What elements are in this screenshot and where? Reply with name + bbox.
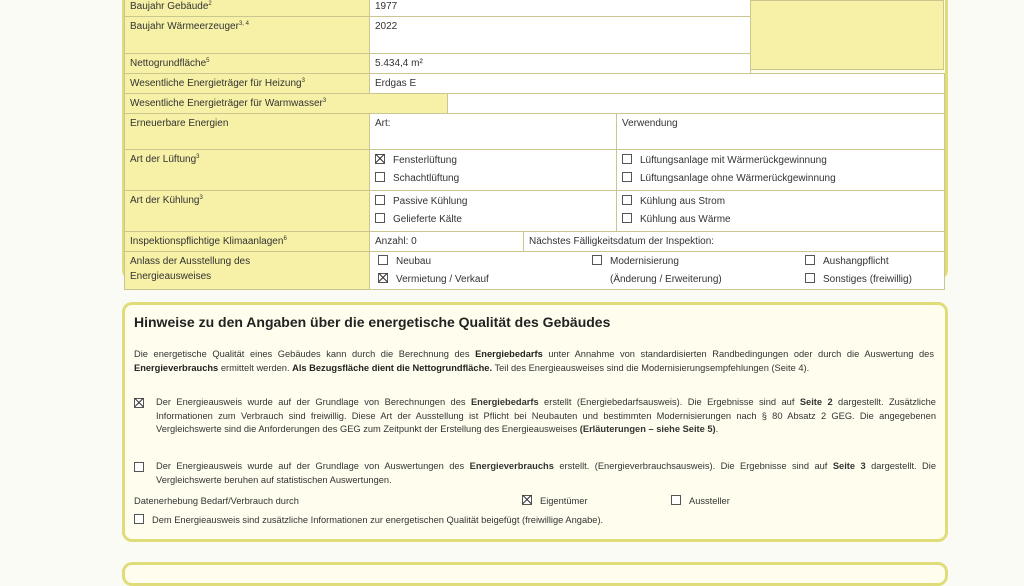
checkbox-icon (134, 398, 144, 408)
row-energietraeger-heizung (125, 74, 945, 94)
datenerhebung-row (134, 494, 299, 508)
checkbox-icon (592, 255, 602, 265)
hinweise-intro: Die energetische Qualität eines Gebäudes kann durch die Berechnung des Energiebedarfs unter Annahme von standardisierten Randbedingungen oder durch die Auswertung des Energieverbrauchs ermittelt werden. Als Bezugsfläche dient die Nettogrundfläche. Teil des Energieausweises sind die Modernisierungsempfehlungen (Seite 4). (134, 349, 934, 373)
option-energieverbrauchsausweis[interactable]: Der Energieausweis wurde auf der Grundlage von Auswertungen des Energieverbrauchs erstellt. (Energieverbrauchsausweis). Die Ergebnisse sind auf Seite 3 dargestellt. Die Vergleichswerte beruhen auf statistischen Auswertungen. (134, 460, 936, 487)
checkbox-icon (375, 213, 385, 223)
gebaeude-table (124, 0, 945, 290)
option-lueftungsanlage-ohne-wrg[interactable]: Lüftungsanlage ohne Wärmerückgewinnung (622, 170, 939, 188)
row-kuehlung (125, 191, 945, 232)
option-kuehlung-aus-strom[interactable]: Kühlung aus Strom (622, 193, 939, 211)
value-energietraeger-warmwasser (448, 94, 945, 114)
option-eigentuemer[interactable]: Eigentümer (522, 494, 588, 508)
checkbox-icon (522, 495, 532, 505)
checkbox-icon (805, 255, 815, 265)
value-energietraeger-heizung: Erdgas E (370, 74, 945, 94)
checkbox-icon (375, 154, 385, 164)
hinweise-title: Hinweise zu den Angaben über die energetische Qualität des Gebäudes (134, 314, 611, 330)
row-energietraeger-warmwasser (125, 94, 945, 114)
label-baujahr-waermeerzeuger: Baujahr Wärmeerzeuger$^{3, 4}$ (125, 17, 370, 54)
row-anlass (125, 252, 945, 290)
label-lueftung: Art der Lüftung$^3$ (125, 150, 370, 191)
label-energietraeger-warmwasser: Wesentliche Energieträger für Warmwasser$^3$ (125, 94, 448, 114)
option-aussteller[interactable]: Aussteller (671, 494, 730, 508)
option-fensterlueftung[interactable]: Fensterlüftung (375, 152, 611, 170)
checkbox-icon (622, 172, 632, 182)
checkbox-icon (805, 273, 815, 283)
erneuerbare-verwendung: Verwendung (617, 114, 945, 150)
value-baujahr-gebaeude: 1977 (370, 0, 751, 17)
checkbox-icon (378, 273, 388, 283)
label-erneuerbare: Erneuerbare Energien (125, 114, 370, 150)
label-klimaanlagen: Inspektionspflichtige Klimaanlagen$^6$ (125, 232, 370, 252)
row-lueftung (125, 150, 945, 191)
datenerhebung-label: Datenerhebung Bedarf/Verbrauch durch (134, 496, 299, 506)
row-klimaanlagen (125, 232, 945, 252)
option-neubau[interactable]: Neubau (378, 253, 489, 271)
option-modernisierung[interactable]: Modernisierung (592, 253, 722, 271)
option-aushangpflicht[interactable]: Aushangpflicht (805, 253, 912, 271)
row-baujahr-waermeerzeuger (125, 17, 945, 54)
option-passive-kuehlung[interactable]: Passive Kühlung (375, 193, 611, 211)
value-nettogrundflaeche: 5.434,4 m² (370, 54, 751, 74)
checkbox-icon (134, 462, 144, 472)
value-baujahr-waermeerzeuger: 2022 (370, 17, 751, 54)
checkbox-icon (375, 172, 385, 182)
option-modernisierung-detail: (Änderung / Erweiterung) (610, 274, 722, 285)
checkbox-icon (134, 514, 144, 524)
checkbox-icon (671, 495, 681, 505)
label-kuehlung: Art der Kühlung$^3$ (125, 191, 370, 232)
checkbox-icon (375, 195, 385, 205)
checkbox-icon (622, 154, 632, 164)
row-erneuerbare (125, 114, 945, 150)
checkbox-icon (622, 195, 632, 205)
erneuerbare-art: Art: (370, 114, 617, 150)
label-nettogrundflaeche: Nettogrundfläche$^5$ (125, 54, 370, 74)
option-vermietung-verkauf[interactable]: Vermietung / Verkauf (378, 271, 489, 289)
klimaanlagen-anzahl: Anzahl: 0 (370, 232, 524, 252)
label-baujahr-gebaeude: Baujahr Gebäude$^2$ (125, 0, 370, 17)
option-schachtlueftung[interactable]: Schachtlüftung (375, 170, 611, 188)
label-energietraeger-heizung: Wesentliche Energieträger für Heizung$^3$ (125, 74, 370, 94)
klimaanlagen-faelligkeit: Nächstes Fälligkeitsdatum der Inspektion: (524, 232, 945, 252)
option-zusatzinformationen[interactable]: Dem Energieausweis sind zusätzliche Informationen zur energetischen Qualität beigefügt (freiwillige Angabe). (134, 513, 603, 527)
label-anlass: Anlass der Ausstellung des Energieausweises (125, 252, 370, 290)
row-baujahr-gebaeude (125, 0, 945, 17)
checkbox-icon (622, 213, 632, 223)
option-gelieferte-kaelte[interactable]: Gelieferte Kälte (375, 211, 611, 229)
next-section-panel (122, 562, 948, 586)
option-energiebedarfsausweis[interactable]: Der Energieausweis wurde auf der Grundlage von Berechnungen des Energiebedarfs erstellt (Energiebedarfsausweis). Die Ergebnisse sind auf Seite 2 dargestellt. Zusätzliche Informationen zum Verbrauch sind freiwillig. Diese Art der Ausstellung ist Pflicht bei Neubauten und bestimmten Modernisierungen nach § 80 Absatz 2 GEG. Die angegebenen Vergleichswerte sind die Anforderungen des GEG zum Zeitpunkt der Erstellung des Energieausweises (Erläuterungen – siehe Seite 5). (134, 396, 936, 437)
checkbox-icon (378, 255, 388, 265)
option-lueftungsanlage-mit-wrg[interactable]: Lüftungsanlage mit Wärmerückgewinnung (622, 152, 939, 170)
row-nettogrundflaeche (125, 54, 945, 74)
option-sonstiges[interactable]: Sonstiges (freiwillig) (805, 271, 912, 289)
option-kuehlung-aus-waerme[interactable]: Kühlung aus Wärme (622, 211, 939, 229)
